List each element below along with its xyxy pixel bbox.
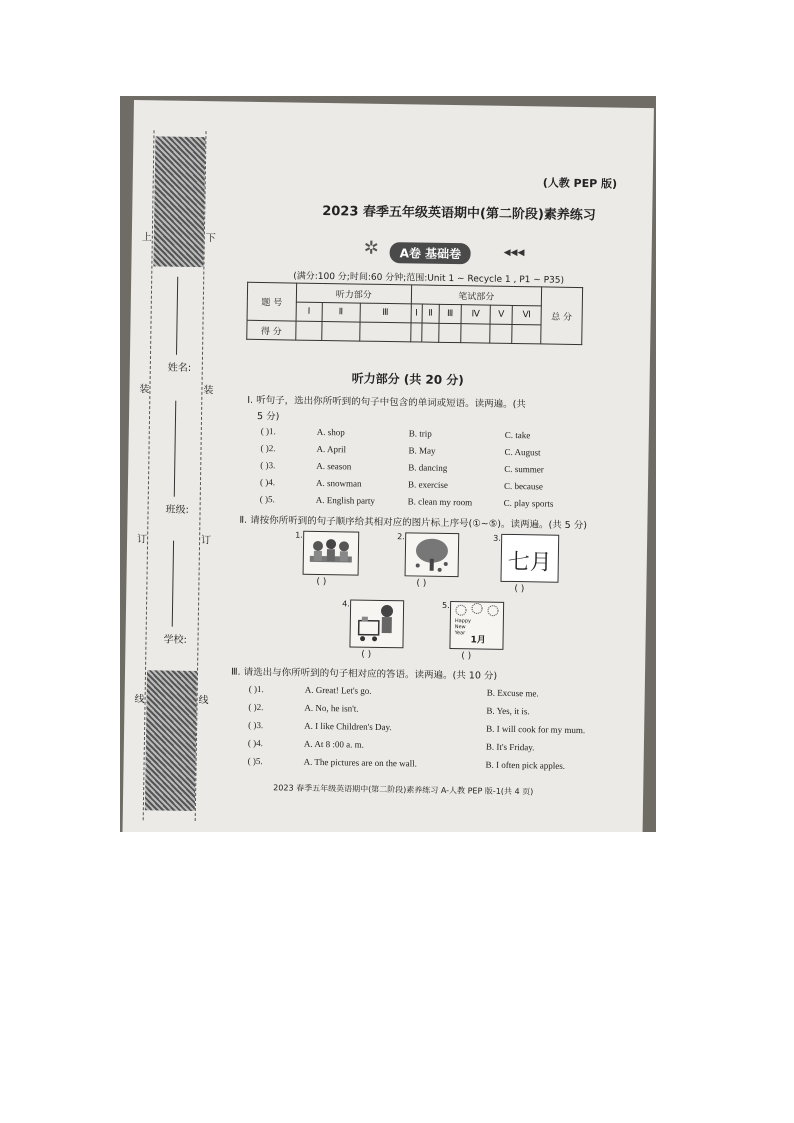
score-table-score-label: 得 分 xyxy=(247,320,296,340)
picture-3-answer[interactable]: ( ) xyxy=(514,584,525,595)
poster-line-3: Year xyxy=(454,630,466,637)
banner-arrows-icon: ◀◀◀ xyxy=(503,247,525,259)
part2-instruction: Ⅱ. 请按你所听到的句子顺序给其相对应的图片标上序号(①~⑤)。读两遍。(共 5 分) xyxy=(239,514,588,532)
picture-5-answer[interactable]: ( ) xyxy=(461,651,472,662)
exam-paper xyxy=(122,100,654,832)
paper-banner: A卷 基础卷 xyxy=(389,242,471,264)
part1-q3-option-c: C. summer xyxy=(504,463,544,475)
binding-label-zhuang-right: 装 xyxy=(203,385,214,397)
part1-q1-option-b: B. trip xyxy=(408,428,432,439)
exam-title: 2023 春季五年级英语期中(第二阶段)素养练习 xyxy=(322,203,596,224)
page-footer: 2023 春季五年级英语期中(第二阶段)素养练习 A-人教 PEP 版-1(共 4 页) xyxy=(273,783,534,797)
binding-label-down: 下 xyxy=(205,233,216,245)
part1-q3-number[interactable]: ( )3. xyxy=(260,460,276,471)
part1-q1-option-a: A. shop xyxy=(316,426,345,438)
score-cell[interactable] xyxy=(438,323,461,342)
score-cell[interactable] xyxy=(512,324,541,343)
score-cell[interactable] xyxy=(422,323,439,342)
score-col-writing-3: Ⅲ xyxy=(439,304,462,323)
class-label: 班级: xyxy=(165,504,190,516)
part1-instruction-cont: 5 分) xyxy=(256,410,280,423)
part3-q2-option-a: A. No, he isn't. xyxy=(304,702,359,714)
part1-q5-option-a: A. English party xyxy=(315,494,376,506)
part3-q3-option-a: A. I like Children's Day. xyxy=(304,720,392,733)
part1-q2-option-b: B. May xyxy=(408,445,436,456)
exam-scope: (满分:100 分;时间:60 分钟;范围:Unit 1 ~ Recycle 1 , P1 ~ P35) xyxy=(293,271,565,286)
part1-q2-option-a: A. April xyxy=(316,443,347,455)
picture-3-month-text: 七月 xyxy=(507,549,552,576)
score-col-writing-6: Ⅵ xyxy=(512,305,541,324)
picture-3-number: 3. xyxy=(493,533,501,543)
name-label: 姓名: xyxy=(167,362,192,374)
part3-instruction: Ⅲ. 请选出与你所听到的句子相对应的答语。读两遍。(共 10 分) xyxy=(230,666,498,682)
part1-q3-option-a: A. season xyxy=(316,460,352,472)
name-blank[interactable] xyxy=(176,277,178,355)
picture-1-number: 1. xyxy=(295,530,303,540)
score-cell[interactable] xyxy=(296,321,322,340)
poster-line-1: Happy xyxy=(454,618,472,625)
part1-q4-option-a: A. snowman xyxy=(315,477,362,489)
picture-3-month-card xyxy=(500,534,559,583)
part3-q4-option-a: A. At 8 :00 a. m. xyxy=(303,738,364,750)
picture-1-answer[interactable]: ( ) xyxy=(316,576,327,588)
school-blank[interactable] xyxy=(172,541,174,627)
part3-q4-option-b: B. It's Friday. xyxy=(485,741,535,753)
score-cell[interactable] xyxy=(410,323,422,342)
score-cell[interactable] xyxy=(360,322,411,342)
part1-q1-number[interactable]: ( )1. xyxy=(260,426,276,437)
binding-label-xian-left: 线 xyxy=(134,694,145,706)
binding-hatch-top xyxy=(153,136,205,267)
part3-q2-number[interactable]: ( )2. xyxy=(248,701,264,713)
part1-q3-option-b: B. dancing xyxy=(408,462,448,473)
palm-tree-icon: ✲ xyxy=(363,237,379,259)
part1-instruction: Ⅰ. 听句子，选出你所听到的句子中包含的单词或短语。读两遍。(共 xyxy=(247,394,526,411)
part3-q1-number[interactable]: ( )1. xyxy=(248,683,264,695)
part1-q1-option-c: C. take xyxy=(504,429,531,441)
binding-hatch-bottom xyxy=(145,670,197,811)
score-table-listening-header: 听力部分 xyxy=(296,283,411,304)
part3-q1-option-a: A. Great! Let's go. xyxy=(304,684,372,696)
score-table-writing-header: 笔试部分 xyxy=(411,285,542,306)
part3-q5-option-a: A. The pictures are on the wall. xyxy=(303,756,417,769)
score-table xyxy=(246,282,583,345)
part1-q5-option-b: B. clean my room xyxy=(407,496,473,508)
part1-q4-number[interactable]: ( )4. xyxy=(259,477,276,488)
binding-label-ding-left: 订 xyxy=(137,534,148,546)
picture-5-number: 5. xyxy=(442,600,450,611)
part1-q2-number[interactable]: ( )2. xyxy=(260,443,276,454)
part3-q4-number[interactable]: ( )4. xyxy=(247,737,263,749)
edition-label: (人教 PEP 版) xyxy=(542,176,618,191)
picture-1-party-scene xyxy=(303,531,360,576)
part3-q5-number[interactable]: ( )5. xyxy=(247,755,263,767)
score-col-writing-2: Ⅱ xyxy=(422,304,439,323)
poster-month: 1月 xyxy=(470,635,486,646)
part1-q4-option-b: B. exercise xyxy=(407,479,449,490)
part3-q5-option-b: B. I often pick apples. xyxy=(485,759,566,771)
class-blank[interactable] xyxy=(174,401,177,497)
scanned-photo xyxy=(120,96,656,832)
school-label: 学校: xyxy=(163,634,187,646)
picture-2-number: 2. xyxy=(397,532,405,542)
picture-5-new-year-poster xyxy=(449,601,504,650)
binding-label-zhuang-left: 装 xyxy=(139,384,150,396)
picture-2-answer[interactable]: ( ) xyxy=(416,578,427,589)
poster-line-2: New xyxy=(454,624,466,631)
score-col-listening-1: Ⅰ xyxy=(296,302,322,321)
score-col-listening-3: Ⅲ xyxy=(360,303,411,323)
part1-q4-option-c: C. because xyxy=(503,480,544,492)
picture-4-answer[interactable]: ( ) xyxy=(361,649,372,660)
score-table-question-label: 题 号 xyxy=(247,282,297,321)
score-col-writing-1: Ⅰ xyxy=(411,304,423,323)
picture-4-number: 4. xyxy=(342,599,350,609)
score-col-writing-5: Ⅴ xyxy=(490,305,512,324)
picture-2-autumn-tree xyxy=(405,532,460,577)
score-col-listening-2: Ⅱ xyxy=(322,302,360,322)
part3-q1-option-b: B. Excuse me. xyxy=(486,687,539,699)
listening-section-title: 听力部分 (共 20 分) xyxy=(351,371,464,388)
part1-q5-number[interactable]: ( )5. xyxy=(259,494,275,505)
picture-4-shopping-girl xyxy=(349,599,404,648)
part3-q2-option-b: B. Yes, it is. xyxy=(486,705,530,717)
score-cell[interactable] xyxy=(321,321,359,341)
binding-label-xian-right: 线 xyxy=(198,695,209,707)
part1-q5-option-c: C. play sports xyxy=(503,497,554,509)
score-cell[interactable] xyxy=(461,324,490,343)
score-col-writing-4: Ⅳ xyxy=(461,305,490,324)
score-cell[interactable] xyxy=(490,324,512,343)
binding-label-up: 上 xyxy=(141,232,152,244)
score-table-total-label: 总 分 xyxy=(541,287,583,345)
binding-label-ding-right: 订 xyxy=(201,535,212,547)
part1-q2-option-c: C. August xyxy=(504,446,541,458)
part3-q3-number[interactable]: ( )3. xyxy=(248,719,264,731)
part3-q3-option-b: B. I will cook for my mum. xyxy=(486,723,586,736)
